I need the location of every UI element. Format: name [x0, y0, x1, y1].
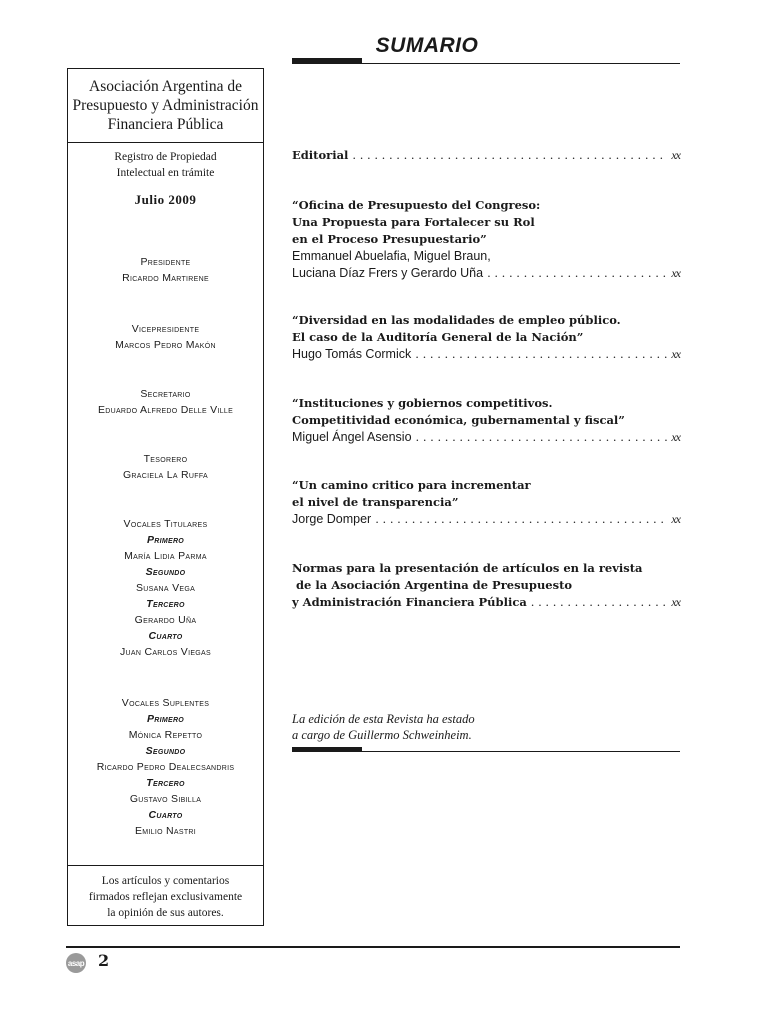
role-name: Ricardo Martirene [122, 272, 209, 284]
credit-line: La edición de esta Revista ha estado [292, 712, 475, 726]
role-vicepresidente [68, 321, 263, 353]
leader-dots [352, 147, 667, 164]
role-title: Vocales Suplentes [121, 697, 210, 709]
role-title: Vicepresidente [131, 323, 200, 335]
entry-title: el nivel de transparencia” [292, 495, 459, 509]
member-order: Segundo [145, 566, 186, 578]
member-order: Tercero [146, 598, 185, 610]
page-ref: xx [671, 266, 680, 280]
member-order: Primero [146, 713, 185, 725]
member-order: Primero [146, 534, 185, 546]
registro-line: Intelectual en trámite [116, 167, 215, 179]
note-divider [68, 865, 263, 866]
registro-text [68, 149, 263, 181]
role-presidente [68, 254, 263, 286]
entry-title: Editorial [292, 148, 349, 162]
page-ref: xx [671, 430, 680, 444]
member-name: Mónica Repetto [128, 729, 203, 741]
role-secretario [68, 386, 263, 418]
role-name: Eduardo Alfredo Delle Ville [97, 404, 234, 416]
member-order: Cuarto [148, 809, 183, 821]
page-ref: xx [671, 347, 680, 361]
member-name: Gustavo Sibilla [129, 793, 202, 805]
credit-rule [292, 751, 680, 752]
toc-entry-article[interactable] [292, 312, 680, 363]
entry-title: “Un camino critico para incrementar [292, 478, 531, 492]
toc-entry-normas[interactable] [292, 560, 680, 611]
toc-entry-article[interactable] [292, 395, 680, 446]
entry-authors: Miguel Ángel Asensio [292, 430, 412, 444]
member-name: Gerardo Uña [134, 614, 197, 626]
member-name: Susana Vega [135, 582, 196, 594]
leader-dots [375, 511, 667, 528]
organization-name [68, 69, 263, 143]
entry-authors: Emmanuel Abuelafia, Miguel Braun, [292, 249, 491, 263]
credit-line: a cargo de Guillermo Schweinheim. [292, 728, 472, 742]
entry-title: “Instituciones y gobiernos competitivos. [292, 396, 553, 410]
member-order: Cuarto [148, 630, 183, 642]
masthead-box [67, 68, 264, 926]
entry-title: “Diversidad en las modalidades de empleo público. [292, 313, 621, 327]
toc-entry-article[interactable] [292, 477, 680, 528]
role-name: Marcos Pedro Makón [115, 339, 216, 351]
role-name: Graciela La Ruffa [122, 469, 209, 481]
org-line: Financiera Pública [107, 116, 224, 133]
page-title: SUMARIO [375, 34, 479, 57]
leader-dots [487, 265, 667, 282]
issue-date: Julio 2009 [134, 192, 197, 207]
member-order: Tercero [146, 777, 185, 789]
role-title: Secretario [140, 388, 191, 400]
entry-title: “Oficina de Presupuesto del Congreso: [292, 198, 541, 212]
entry-title: de la Asociación Argentina de Presupuesto [292, 578, 573, 592]
toc-entry-editorial[interactable] [292, 147, 680, 164]
header-rule [292, 63, 680, 64]
page-number: 2 [98, 951, 110, 970]
entry-title: Una Propuesta para Fortalecer su Rol [292, 215, 535, 229]
entry-title: y Administración Financiera Pública [292, 595, 527, 609]
member-name: Juan Carlos Viegas [120, 646, 211, 658]
page-ref: xx [671, 595, 680, 609]
org-line: Presupuesto y Administración [72, 97, 259, 114]
entry-title: El caso de la Auditoría General de la Nación” [292, 330, 584, 344]
leader-dots [416, 429, 668, 446]
member-order: Segundo [145, 745, 186, 757]
role-title: Vocales Titulares [123, 518, 208, 530]
page-ref: xx [671, 148, 680, 162]
toc-entry-article[interactable] [292, 197, 680, 282]
member-name: Emilio Nastri [134, 825, 197, 837]
role-tesorero [68, 451, 263, 483]
note-line: la opinión de sus autores. [107, 907, 224, 919]
role-title: Tesorero [143, 453, 188, 465]
entry-authors: Luciana Díaz Frers y Gerardo Uña [292, 266, 484, 280]
entry-title: Competitividad económica, gubernamental y fiscal” [292, 413, 625, 427]
member-name: María Lidia Parma [124, 550, 207, 562]
disclaimer-note [68, 873, 263, 921]
leader-dots [415, 346, 667, 363]
role-title: Presidente [140, 256, 191, 268]
vocales-suplentes [68, 695, 263, 839]
asap-logo-icon: asap [66, 953, 86, 973]
entry-title: Normas para la presentación de artículos en la revista [292, 561, 643, 575]
note-line: Los artículos y comentarios [101, 875, 230, 887]
footer-rule [66, 946, 680, 948]
note-line: firmados reflejan exclusivamente [88, 891, 243, 903]
org-line: Asociación Argentina de [89, 78, 242, 95]
member-name: Ricardo Pedro Dealecsandris [96, 761, 235, 773]
edition-credit [292, 711, 475, 743]
vocales-titulares [68, 516, 263, 660]
entry-authors: Jorge Domper [292, 512, 372, 526]
entry-authors: Hugo Tomás Cormick [292, 347, 412, 361]
entry-title: en el Proceso Presupuestario” [292, 232, 487, 246]
registro-line: Registro de Propiedad [114, 151, 217, 163]
page-ref: xx [671, 512, 680, 526]
leader-dots [531, 594, 668, 611]
